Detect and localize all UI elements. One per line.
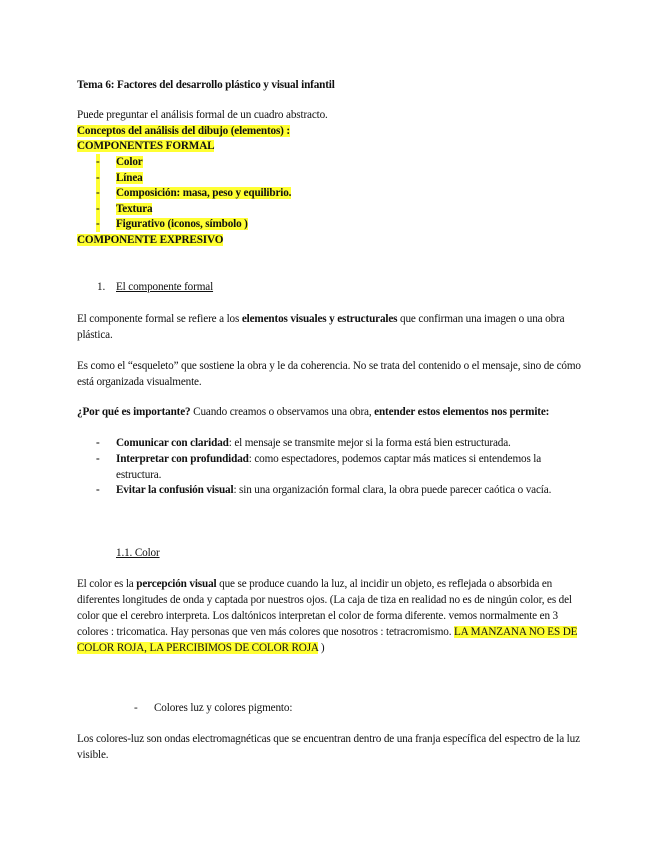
list-item-text: Colores luz y colores pigmento: [154, 702, 293, 714]
list-item-text: Textura [116, 203, 153, 215]
expresivo-heading [77, 232, 582, 248]
paragraph-text: que se produce cuando la luz, al incidir un objeto, es reflejada o absorbida en diferentes longitudes de onda y captada por nuestros ojos. (La caja de tiza en realidad no es de ningún color, es del color que el cerebro interpreta. Los daltónicos interpretan el color de forma diferente. vemos normalmente en 3 colores : tricomatica. Hay personas que ven más colores que nosotros : tetracromismo. [77, 578, 572, 638]
paragraph-text: que confirman una imagen o una obra plástica. [77, 313, 565, 341]
page-title: Tema 6: Factores del desarrollo plástico y visual infantil [77, 79, 335, 91]
paragraph-text: ) [318, 642, 325, 654]
paragraph-bold: elementos visuales y estructurales [241, 313, 398, 325]
bullet-dash: - [96, 218, 100, 230]
paragraph-text: El componente formal se refiere a los [77, 313, 242, 325]
paragraph-bold: ¿Por qué es importante? [77, 406, 191, 418]
expresivo-heading-text: COMPONENTE EXPRESIVO [77, 234, 224, 246]
intro-text: Puede preguntar el análisis formal de un cuadro abstracto. [77, 109, 328, 121]
concepts-heading [77, 123, 582, 139]
concepts-heading-text: Conceptos del análisis del dibujo (elementos) : [77, 125, 290, 137]
reason-text: : como espectadores, podemos captar más matices si entendemos la estructura. [116, 453, 542, 481]
reason-bold: Comunicar con claridad [116, 437, 229, 449]
paragraph-text: Cuando creamos o observamos una obra, [190, 406, 375, 418]
bullet-dash: - [96, 453, 100, 465]
reason-bold: Evitar la confusión visual [116, 484, 234, 496]
reason-text: : el mensaje se transmite mejor si la forma está bien estructurada. [228, 437, 511, 449]
paragraph-bold: entender estos elementos nos permite: [374, 406, 550, 418]
highlighted-text: LA MANZANA NO ES DE COLOR ROJA, LA PERCIBIMOS DE COLOR ROJA [77, 626, 578, 654]
list-item-text: Color [116, 156, 143, 168]
bullet-dash: - [96, 156, 100, 168]
bullet-dash: - [134, 702, 138, 714]
bullet-dash: - [96, 437, 100, 449]
paragraph-color [77, 576, 582, 656]
reason-text: : sin una organización formal clara, la obra puede parecer caótica o vacía. [233, 484, 552, 496]
subsection-title: 1.1. Color [116, 547, 160, 559]
paragraph-formal [77, 311, 582, 343]
paragraph-importance [77, 404, 582, 420]
formal-heading [77, 138, 582, 154]
paragraph-esqueleto: Es como el “esqueleto” que sostiene la obra y le da coherencia. No se trata del contenido o el mensaje, sino de cómo está organizada visualmente. [77, 360, 581, 388]
list-item-text: Composición: masa, peso y equilibrio. [116, 187, 292, 199]
formal-heading-text: COMPONENTES FORMAL [77, 140, 215, 152]
paragraph-bold: percepción visual [136, 578, 217, 590]
bullet-dash: - [96, 172, 100, 184]
paragraph-colores-luz: Los colores-luz son ondas electromagnéticas que se encuentran dentro de una franja específica del espectro de la luz visible. [77, 733, 580, 761]
reason-bold: Interpretar con profundidad [116, 453, 249, 465]
list-item-text: Figurativo (iconos, símbolo ) [116, 218, 248, 230]
section-title: El componente formal [116, 281, 214, 293]
list-item-text: Línea [116, 172, 143, 184]
paragraph-text: El color es la [77, 578, 137, 590]
bullet-dash: - [96, 484, 100, 496]
bullet-dash: - [96, 203, 100, 215]
section-number: 1. [97, 281, 106, 293]
bullet-dash: - [96, 187, 100, 199]
